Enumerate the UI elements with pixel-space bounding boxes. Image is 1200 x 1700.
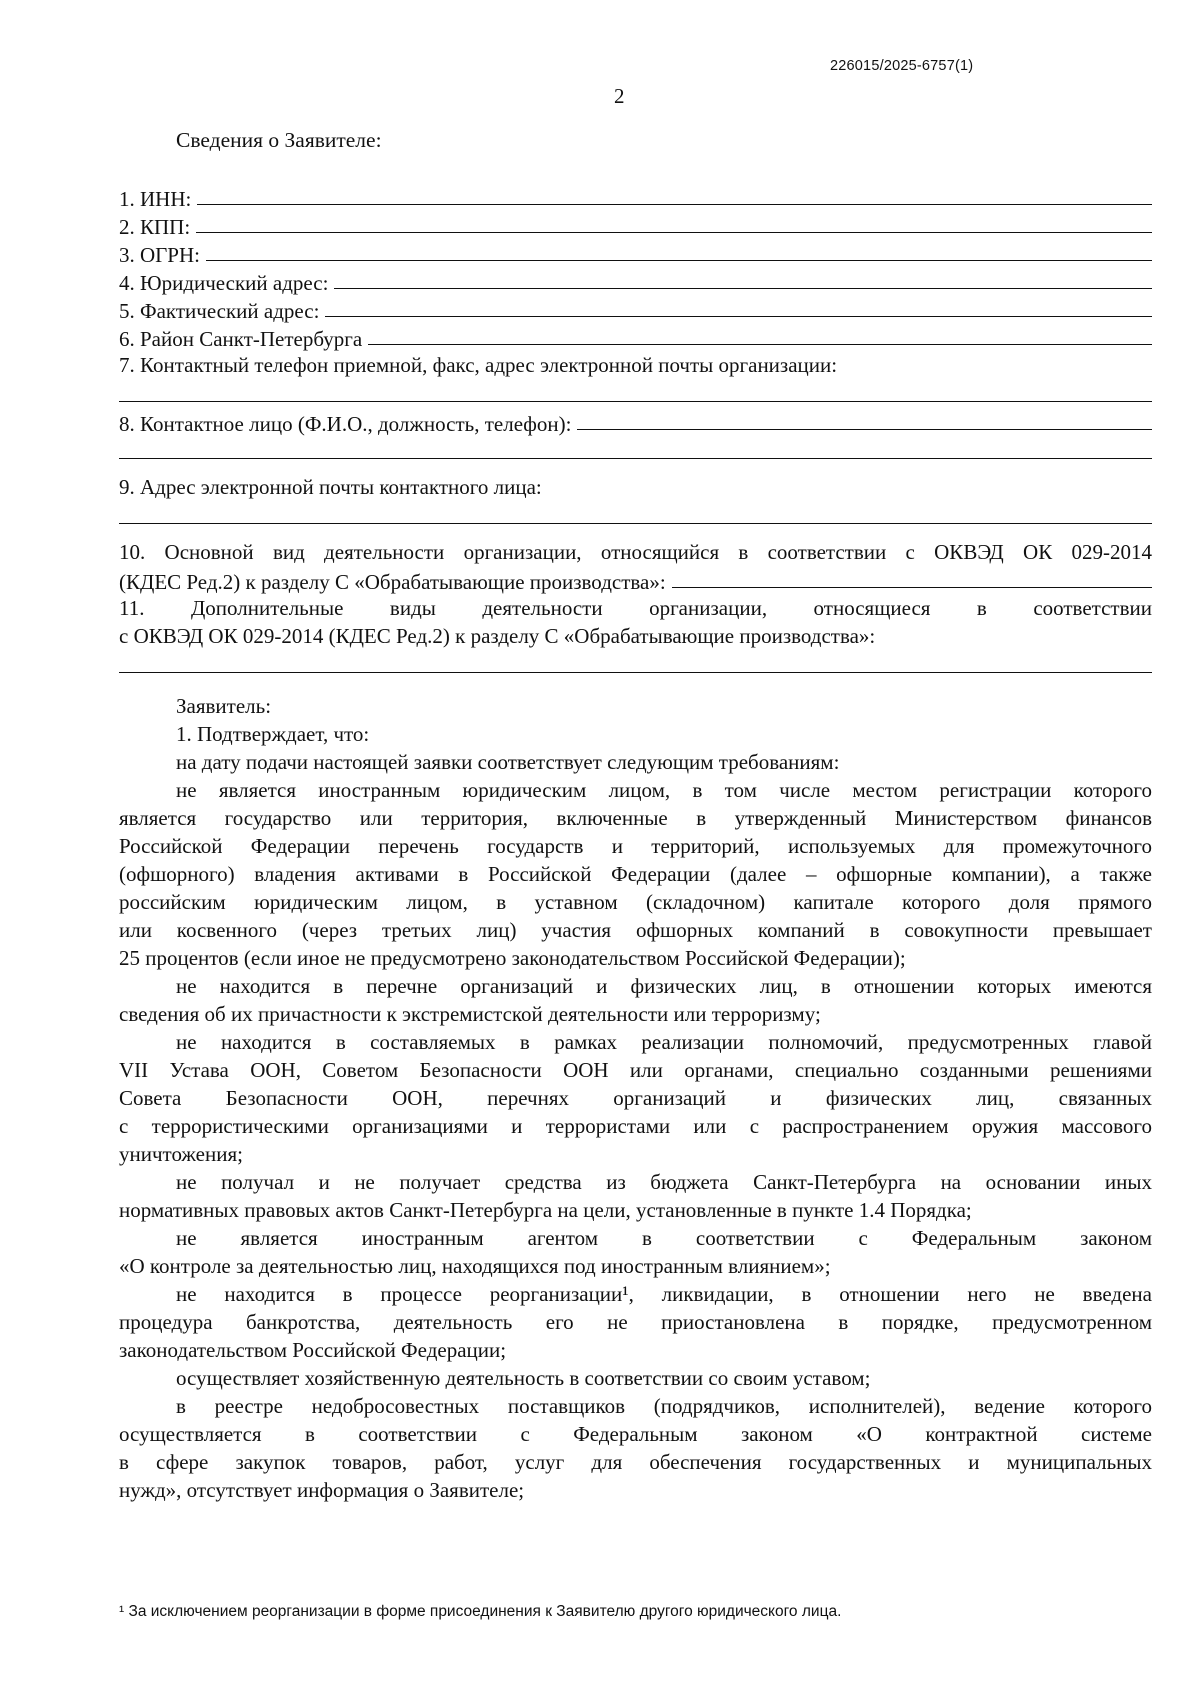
fill-line[interactable] (119, 379, 1152, 402)
paragraph-line: нормативных правовых актов Санкт-Петербурга на цели, установленные в пункте 1.4 Порядка; (119, 1198, 972, 1222)
paragraph-line: является государство или территория, включенные в утвержденный Министерством финансов (119, 806, 1152, 830)
requirement-paragraph (119, 1168, 1152, 1224)
requirement-paragraph (119, 972, 1152, 1028)
intro-line: на дату подачи настоящей заявки соответствует следующим требованиям: (176, 750, 840, 774)
field-inn (119, 183, 1152, 211)
applicant-heading: Заявитель: (176, 694, 272, 718)
field-label: 1. ИНН: (119, 187, 192, 211)
paragraph-line: не получал и не получает средства из бюджета Санкт-Петербурга на основании иных (176, 1170, 1152, 1194)
paragraph-line: не находится в процессе реорганизации¹, ликвидации, в отношении него не введена (176, 1282, 1152, 1306)
fill-line[interactable] (672, 587, 1152, 588)
fill-line[interactable] (206, 260, 1152, 261)
paragraph-line: с террористическими организациями и террористами или с распространением оружия массового (119, 1114, 1152, 1138)
paragraph-line: законодательством Российской Федерации; (119, 1338, 507, 1362)
field-extra-activity-label-2: с ОКВЭД ОК 029-2014 (КДЕС Ред.2) к разделу С «Обрабатывающие производства»: (119, 624, 876, 648)
paragraph-line: сведения об их причастности к экстремистской деятельности или терроризму; (119, 1002, 821, 1026)
requirement-paragraph (119, 1028, 1152, 1168)
document-number: 226015/2025-6757(1) (830, 58, 974, 74)
fill-line[interactable] (196, 232, 1152, 233)
requirement-paragraph (119, 1364, 1152, 1392)
fill-line[interactable] (334, 288, 1152, 289)
field-contact-phone-label: 7. Контактный телефон приемной, факс, адрес электронной почты организации: (119, 353, 838, 377)
requirement-paragraph (119, 1224, 1152, 1280)
field-contact-person (119, 408, 1152, 436)
fill-line[interactable] (325, 316, 1152, 317)
field-label: (КДЕС Ред.2) к разделу С «Обрабатывающие производства»: (119, 570, 666, 594)
field-label: 8. Контактное лицо (Ф.И.О., должность, телефон): (119, 412, 572, 436)
paragraph-line: VII Устава ООН, Советом Безопасности ООН или органами, специально созданными решениями (119, 1058, 1152, 1082)
paragraph-line: в сфере закупок товаров, работ, услуг для обеспечения государственных и муниципальных (119, 1450, 1152, 1474)
paragraph-line: «О контроле за деятельностью лиц, находящихся под иностранным влиянием»; (119, 1254, 831, 1278)
paragraph-line: не находится в составляемых в рамках реализации полномочий, предусмотренных главой (176, 1030, 1152, 1054)
declaration-body (119, 692, 1152, 1504)
field-extra-activity-label: 11. Дополнительные виды деятельности организации, относящиеся в соответствии (119, 596, 1152, 620)
field-label: 3. ОГРН: (119, 243, 200, 267)
requirement-paragraph (119, 776, 1152, 972)
paragraph-line: в реестре недобросовестных поставщиков (подрядчиков, исполнителей), ведение которого (176, 1394, 1152, 1418)
paragraph-line: Российской Федерации перечень государств и территорий, используемых для промежуточного (119, 834, 1152, 858)
paragraph-line: нужд», отсутствует информация о Заявителе; (119, 1478, 525, 1502)
requirement-paragraph (119, 1280, 1152, 1364)
field-main-activity (119, 566, 1152, 594)
page-number: 2 (614, 84, 625, 108)
field-label: 2. КПП: (119, 215, 191, 239)
paragraph-line: осуществляется в соответствии с Федеральным законом «О контрактной системе (119, 1422, 1152, 1446)
field-label: 5. Фактический адрес: (119, 299, 320, 323)
paragraph-line: уничтожения; (119, 1142, 243, 1166)
paragraph-line: Совета Безопасности ООН, перечнях организаций и физических лиц, связанных (119, 1086, 1152, 1110)
fill-line[interactable] (577, 429, 1152, 430)
field-ogrn (119, 239, 1152, 267)
footnote: ¹ За исключением реорганизации в форме присоединения к Заявителю другого юридического лица. (119, 1603, 842, 1620)
paragraph-line: не является иностранным юридическим лицом, в том числе местом регистрации которого (176, 778, 1152, 802)
paragraph-line: осуществляет хозяйственную деятельность в соответствии со своим уставом; (176, 1366, 871, 1390)
field-actual-address (119, 295, 1152, 323)
paragraph-line: не находится в перечне организаций и физических лиц, в отношении которых имеются (176, 974, 1152, 998)
section-title: Сведения о Заявителе: (176, 128, 382, 152)
paragraph-line: процедура банкротства, деятельность его не приостановлена в порядке, предусмотренном (119, 1310, 1152, 1334)
field-district (119, 323, 1152, 351)
paragraph-line: (офшорного) владения активами в Российской Федерации (далее – офшорные компании), а также (119, 862, 1152, 886)
fill-line[interactable] (119, 650, 1152, 673)
field-label: 6. Район Санкт-Петербурга (119, 327, 363, 351)
fill-line[interactable] (119, 501, 1152, 524)
field-contact-email-label: 9. Адрес электронной почты контактного лица: (119, 475, 542, 499)
fill-line[interactable] (197, 204, 1152, 205)
confirms-line: 1. Подтверждает, что: (176, 722, 370, 746)
fill-line[interactable] (119, 436, 1152, 459)
requirements-list (119, 776, 1152, 1504)
field-main-activity-label: 10. Основной вид деятельности организации, относящийся в соответствии с ОКВЭД ОК 029-2014 (119, 540, 1152, 564)
applicant-form (119, 183, 1152, 679)
paragraph-line: 25 процентов (если иное не предусмотрено законодательством Российской Федерации); (119, 946, 906, 970)
paragraph-line: или косвенного (через третьих лиц) участия офшорных компаний в совокупности превышает (119, 918, 1152, 942)
field-label: 4. Юридический адрес: (119, 271, 329, 295)
field-kpp (119, 211, 1152, 239)
fill-line[interactable] (368, 344, 1152, 345)
paragraph-line: не является иностранным агентом в соответствии с Федеральным законом (176, 1226, 1152, 1250)
field-legal-address (119, 267, 1152, 295)
paragraph-line: российским юридическим лицом, в уставном (складочном) капитале которого доля прямого (119, 890, 1152, 914)
requirement-paragraph (119, 1392, 1152, 1504)
